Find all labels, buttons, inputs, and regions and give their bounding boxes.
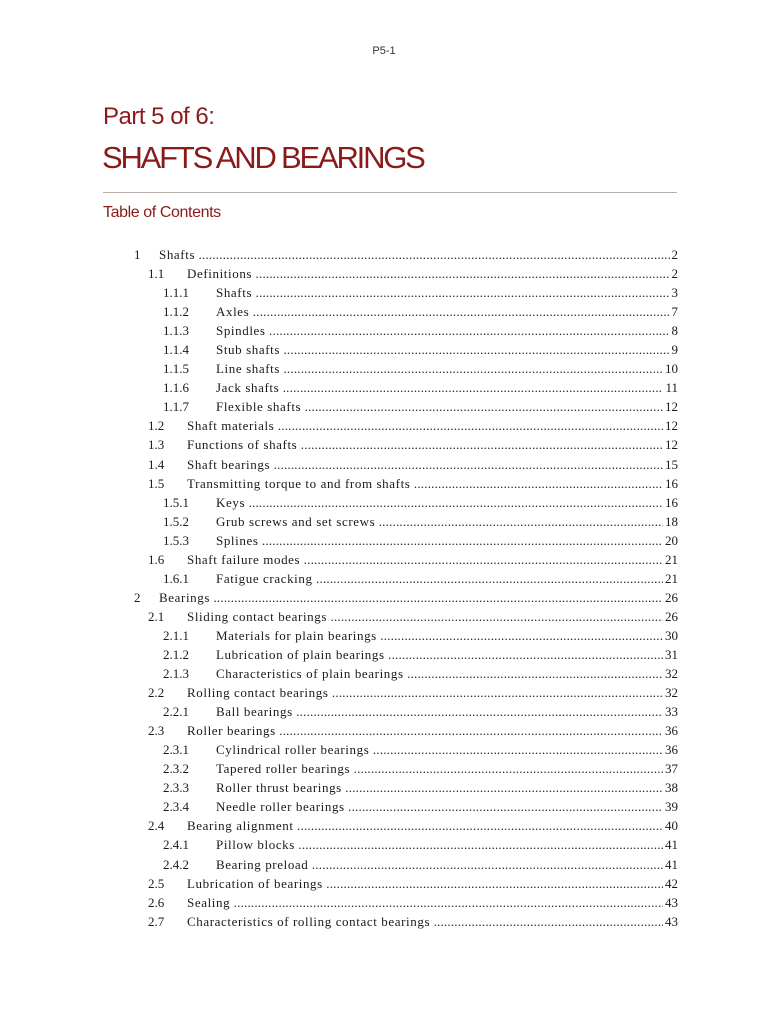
toc-entry-title: Bearings ..... — [159, 588, 678, 607]
toc-entry-title: Needle roller bearings ..... — [216, 797, 678, 816]
toc-entry-title: Jack shafts ..... — [216, 378, 678, 397]
toc-entry-number: 2.4.2 — [163, 856, 189, 872]
toc-entry-title: Sealing ..... — [187, 893, 678, 912]
toc-entry[interactable] — [0, 588, 768, 607]
toc-entry[interactable] — [0, 683, 768, 702]
toc-entry-page: 38 — [665, 780, 678, 796]
toc-entry-title: Transmitting torque to and from shafts ..... — [187, 474, 678, 493]
toc-entry-page: 31 — [665, 646, 678, 662]
toc-entry-number: 1.1.6 — [163, 380, 189, 396]
toc-entry-page: 15 — [665, 456, 678, 472]
toc-entry[interactable] — [0, 474, 768, 493]
toc-entry-title: Flexible shafts ..... — [216, 397, 678, 416]
toc-entry-page: 8 — [671, 323, 678, 339]
toc-entry-title: Keys ..... — [216, 493, 678, 512]
toc-entry[interactable] — [0, 759, 768, 778]
toc-entry-number: 2.3.4 — [163, 799, 189, 815]
toc-entry[interactable] — [0, 855, 768, 874]
toc-entry[interactable] — [0, 378, 768, 397]
toc-entry[interactable] — [0, 702, 768, 721]
toc-entry-number: 2.5 — [148, 875, 165, 891]
toc-entry-page: 36 — [665, 742, 678, 758]
toc-entry[interactable] — [0, 569, 768, 588]
toc-entry-title: Sliding contact bearings ..... — [187, 607, 678, 626]
toc-entry-title: Axles ..... — [216, 302, 678, 321]
toc-entry-title: Roller thrust bearings ..... — [216, 778, 678, 797]
toc-entry-number: 1.4 — [148, 456, 165, 472]
toc-entry-title: Materials for plain bearings ..... — [216, 626, 678, 645]
toc-entry-number: 1.5.2 — [163, 513, 189, 529]
toc-entry-title: Bearing alignment ..... — [187, 816, 678, 835]
toc-entry[interactable] — [0, 816, 768, 835]
toc-entry-number: 1.2 — [148, 418, 165, 434]
toc-entry-page: 16 — [665, 475, 678, 491]
toc-entry-title: Stub shafts ..... — [216, 340, 678, 359]
toc-entry[interactable] — [0, 721, 768, 740]
toc-entry[interactable] — [0, 416, 768, 435]
toc-entry-page: 30 — [665, 627, 678, 643]
toc-entry-number: 1.1.4 — [163, 342, 189, 358]
toc-entry[interactable] — [0, 302, 768, 321]
page-number: P5-1 — [372, 45, 396, 57]
toc-entry-number: 1.1.3 — [163, 323, 189, 339]
toc-entry-page: 39 — [665, 799, 678, 815]
toc-entry-number: 2.3.3 — [163, 780, 189, 796]
toc-entry[interactable] — [0, 264, 768, 283]
toc-entry[interactable] — [0, 607, 768, 626]
toc-entry[interactable] — [0, 912, 768, 931]
toc-entry-number: 2.1.2 — [163, 646, 189, 662]
toc-entry-number: 1.5.3 — [163, 532, 189, 548]
toc-entry-title: Roller bearings ..... — [187, 721, 678, 740]
toc-entry-number: 2 — [134, 589, 141, 605]
toc-entry-title: Rolling contact bearings ..... — [187, 683, 678, 702]
toc-entry-page: 33 — [665, 704, 678, 720]
toc-entry-title: Grub screws and set screws ..... — [216, 512, 678, 531]
toc-entry-page: 2 — [671, 266, 678, 282]
toc-entry-number: 1.5.1 — [163, 494, 189, 510]
toc-entry-number: 1.1.2 — [163, 304, 189, 320]
toc-entry-title: Characteristics of rolling contact bearings ..... — [187, 912, 678, 931]
toc-entry[interactable] — [0, 645, 768, 664]
toc-entry-title: Shafts ..... — [159, 245, 678, 264]
toc-entry-title: Shaft failure modes ..... — [187, 550, 678, 569]
toc-entry-page: 10 — [665, 361, 678, 377]
toc-entry[interactable] — [0, 893, 768, 912]
toc-entry-title: Ball bearings ..... — [216, 702, 678, 721]
toc-entry-page: 26 — [665, 608, 678, 624]
toc-entry[interactable] — [0, 512, 768, 531]
toc-entry-page: 21 — [665, 570, 678, 586]
toc-entry-page: 7 — [671, 304, 678, 320]
toc-entry-page: 16 — [665, 494, 678, 510]
toc-entry-number: 2.1.3 — [163, 666, 189, 682]
toc-entry[interactable] — [0, 626, 768, 645]
toc-entry-number: 2.3 — [148, 723, 165, 739]
toc-entry-title: Spindles ..... — [216, 321, 678, 340]
toc-entry-number: 1.6 — [148, 551, 165, 567]
toc-entry[interactable] — [0, 455, 768, 474]
toc-entry-title: Line shafts ..... — [216, 359, 678, 378]
toc-entry-number: 2.1.1 — [163, 627, 189, 643]
toc-entry-page: 3 — [671, 285, 678, 301]
toc-entry-title: Characteristics of plain bearings ..... — [216, 664, 678, 683]
toc-entry-title: Lubrication of bearings ..... — [187, 874, 678, 893]
toc-entry-page: 12 — [665, 399, 678, 415]
toc-heading: Table of Contents — [103, 204, 221, 221]
toc-entry-page: 9 — [671, 342, 678, 358]
toc-entry-number: 1.1.7 — [163, 399, 189, 415]
toc-entry-page: 43 — [665, 913, 678, 929]
toc-entry[interactable] — [0, 435, 768, 454]
toc-entry-title: Fatigue cracking ..... — [216, 569, 678, 588]
toc-entry[interactable] — [0, 283, 768, 302]
toc-entry-title: Bearing preload ..... — [216, 855, 678, 874]
toc-entry-number: 1.1 — [148, 266, 165, 282]
toc-entry-page: 37 — [665, 761, 678, 777]
toc-entry[interactable] — [0, 359, 768, 378]
toc-entry-page: 12 — [665, 437, 678, 453]
toc-entry-number: 1.1.5 — [163, 361, 189, 377]
toc-entry-title: Shaft bearings ..... — [187, 455, 678, 474]
title-divider — [103, 192, 677, 193]
toc-entry-number: 2.3.2 — [163, 761, 189, 777]
toc-entry-number: 2.6 — [148, 894, 165, 910]
toc-entry-page: 42 — [665, 875, 678, 891]
toc-entry[interactable] — [0, 531, 768, 550]
toc-entry-title: Splines ..... — [216, 531, 678, 550]
toc-entry[interactable] — [0, 550, 768, 569]
toc-entry-page: 26 — [665, 589, 678, 605]
toc-entry[interactable] — [0, 835, 768, 854]
toc-entry-page: 20 — [665, 532, 678, 548]
part-label: Part 5 of 6: — [103, 103, 215, 130]
toc-entry-page: 2 — [671, 247, 678, 262]
toc-entry[interactable] — [0, 245, 768, 264]
toc-entry-number: 2.2 — [148, 685, 165, 701]
toc-entry-page: 41 — [665, 837, 678, 853]
toc-entry-title: Lubrication of plain bearings ..... — [216, 645, 678, 664]
toc-entry-title: Tapered roller bearings ..... — [216, 759, 678, 778]
toc-entry-number: 1.1.1 — [163, 285, 189, 301]
table-of-contents — [0, 245, 768, 931]
toc-entry-number: 1.6.1 — [163, 570, 189, 586]
toc-entry[interactable] — [0, 340, 768, 359]
toc-entry[interactable] — [0, 493, 768, 512]
toc-entry-page: 18 — [665, 513, 678, 529]
toc-entry-number: 2.4.1 — [163, 837, 189, 853]
toc-entry-page: 21 — [665, 551, 678, 567]
toc-entry-page: 43 — [665, 894, 678, 910]
document-title: SHAFTS AND BEARINGS — [102, 140, 424, 175]
toc-entry-title: Functions of shafts ..... — [187, 435, 678, 454]
toc-entry-page: 32 — [665, 685, 678, 701]
toc-entry[interactable] — [0, 664, 768, 683]
toc-entry[interactable] — [0, 778, 768, 797]
toc-entry-number: 2.1 — [148, 608, 165, 624]
toc-entry[interactable] — [0, 321, 768, 340]
toc-entry[interactable] — [0, 797, 768, 816]
toc-entry-title: Shafts ..... — [216, 283, 678, 302]
toc-entry-title: Shaft materials ..... — [187, 416, 678, 435]
toc-entry-number: 2.7 — [148, 913, 165, 929]
toc-entry-page: 36 — [665, 723, 678, 739]
toc-entry-page: 12 — [665, 418, 678, 434]
toc-entry[interactable] — [0, 874, 768, 893]
toc-entry[interactable] — [0, 740, 768, 759]
toc-entry-title: Definitions ..... — [187, 264, 678, 283]
toc-entry-number: 1 — [134, 247, 141, 262]
toc-entry-title: Cylindrical roller bearings ..... — [216, 740, 678, 759]
toc-entry-page: 11 — [665, 380, 678, 396]
toc-entry-number: 2.2.1 — [163, 704, 189, 720]
toc-entry[interactable] — [0, 397, 768, 416]
toc-entry-number: 1.3 — [148, 437, 165, 453]
toc-entry-title: Pillow blocks ..... — [216, 835, 678, 854]
toc-entry-number: 2.3.1 — [163, 742, 189, 758]
toc-entry-page: 40 — [665, 818, 678, 834]
toc-entry-number: 2.4 — [148, 818, 165, 834]
toc-entry-page: 32 — [665, 666, 678, 682]
toc-entry-number: 1.5 — [148, 475, 165, 491]
toc-entry-page: 41 — [665, 856, 678, 872]
